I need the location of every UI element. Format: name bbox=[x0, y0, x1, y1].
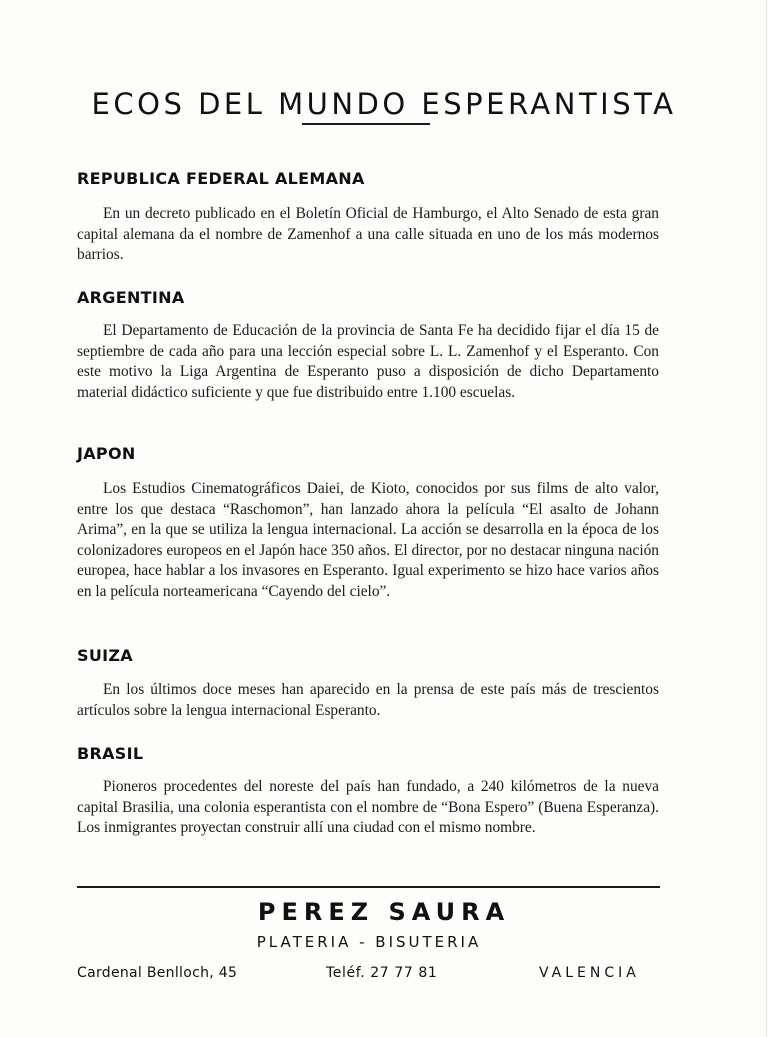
section-heading-suiza: SUIZA bbox=[77, 646, 133, 665]
section-text-japon: Los Estudios Cinematográficos Daiei, de Kioto, conocidos por sus films de alto valor, entre los que destaca “Raschomon”, han lanzado ahora la película “El asalto de Johann Arima”, en la que se utiliza la lengua internacional. La acción se desarrolla en la época de los colonizadores europeos en el Japón hace 350 años. El director, por no destacar ninguna nación europea, hace hablar a los invasores en Esperanto. Igual experimento se hizo hace varios años en la película norteamericana “Cayendo del cielo”. bbox=[77, 480, 659, 600]
section-heading-argentina: ARGENTINA bbox=[77, 288, 185, 307]
page-edge-divider bbox=[766, 0, 767, 1037]
section-text-argentina: El Departamento de Educación de la provincia de Santa Fe ha decidido fijar el día 15 de septiembre de cada año para una lección especial sobre L. L. Zamenhof y el Esperanto. Con este motivo la Liga Argentina de Esperanto puso a disposición de dicho Departamento material didáctico suficiente y que fue distribuido entre 1.100 escuelas. bbox=[77, 322, 659, 401]
section-heading-alemania: REPUBLICA FEDERAL ALEMANA bbox=[77, 169, 365, 188]
section-text-brasil: Pioneros procedentes del noreste del país han fundado, a 240 kilómetros de la nueva capital Brasilia, una colonia esperantista con el nombre de “Bona Espero” (Buena Esperanza). Los inmigrantes proyectan construir allí una ciudad con el mismo nombre. bbox=[77, 778, 659, 837]
section-heading-japon: JAPON bbox=[77, 444, 136, 463]
advertiser-name: PEREZ SAURA bbox=[257, 898, 511, 926]
title-divider bbox=[302, 123, 430, 125]
section-heading-brasil: BRASIL bbox=[77, 744, 144, 763]
section-text-suiza: En los últimos doce meses han aparecido en la prensa de este país más de trescientos artículos sobre la lengua internacional Esperanto. bbox=[77, 681, 659, 719]
section-text-alemania: En un decreto publicado en el Boletín Oficial de Hamburgo, el Alto Senado de esta gran capital alemana da el nombre de Zamenhof a una calle situada en uno de los más modernos barrios. bbox=[77, 205, 659, 264]
advertiser-city: VALENCIA bbox=[539, 965, 640, 981]
page-title: ECOS DEL MUNDO ESPERANTISTA bbox=[91, 87, 677, 122]
advertisement-divider bbox=[77, 886, 660, 888]
advertiser-address: Cardenal Benlloch, 45 bbox=[77, 965, 238, 981]
advertiser-subtitle: PLATERIA - BISUTERIA bbox=[256, 933, 482, 951]
advertiser-phone: Teléf. 27 77 81 bbox=[326, 965, 438, 981]
